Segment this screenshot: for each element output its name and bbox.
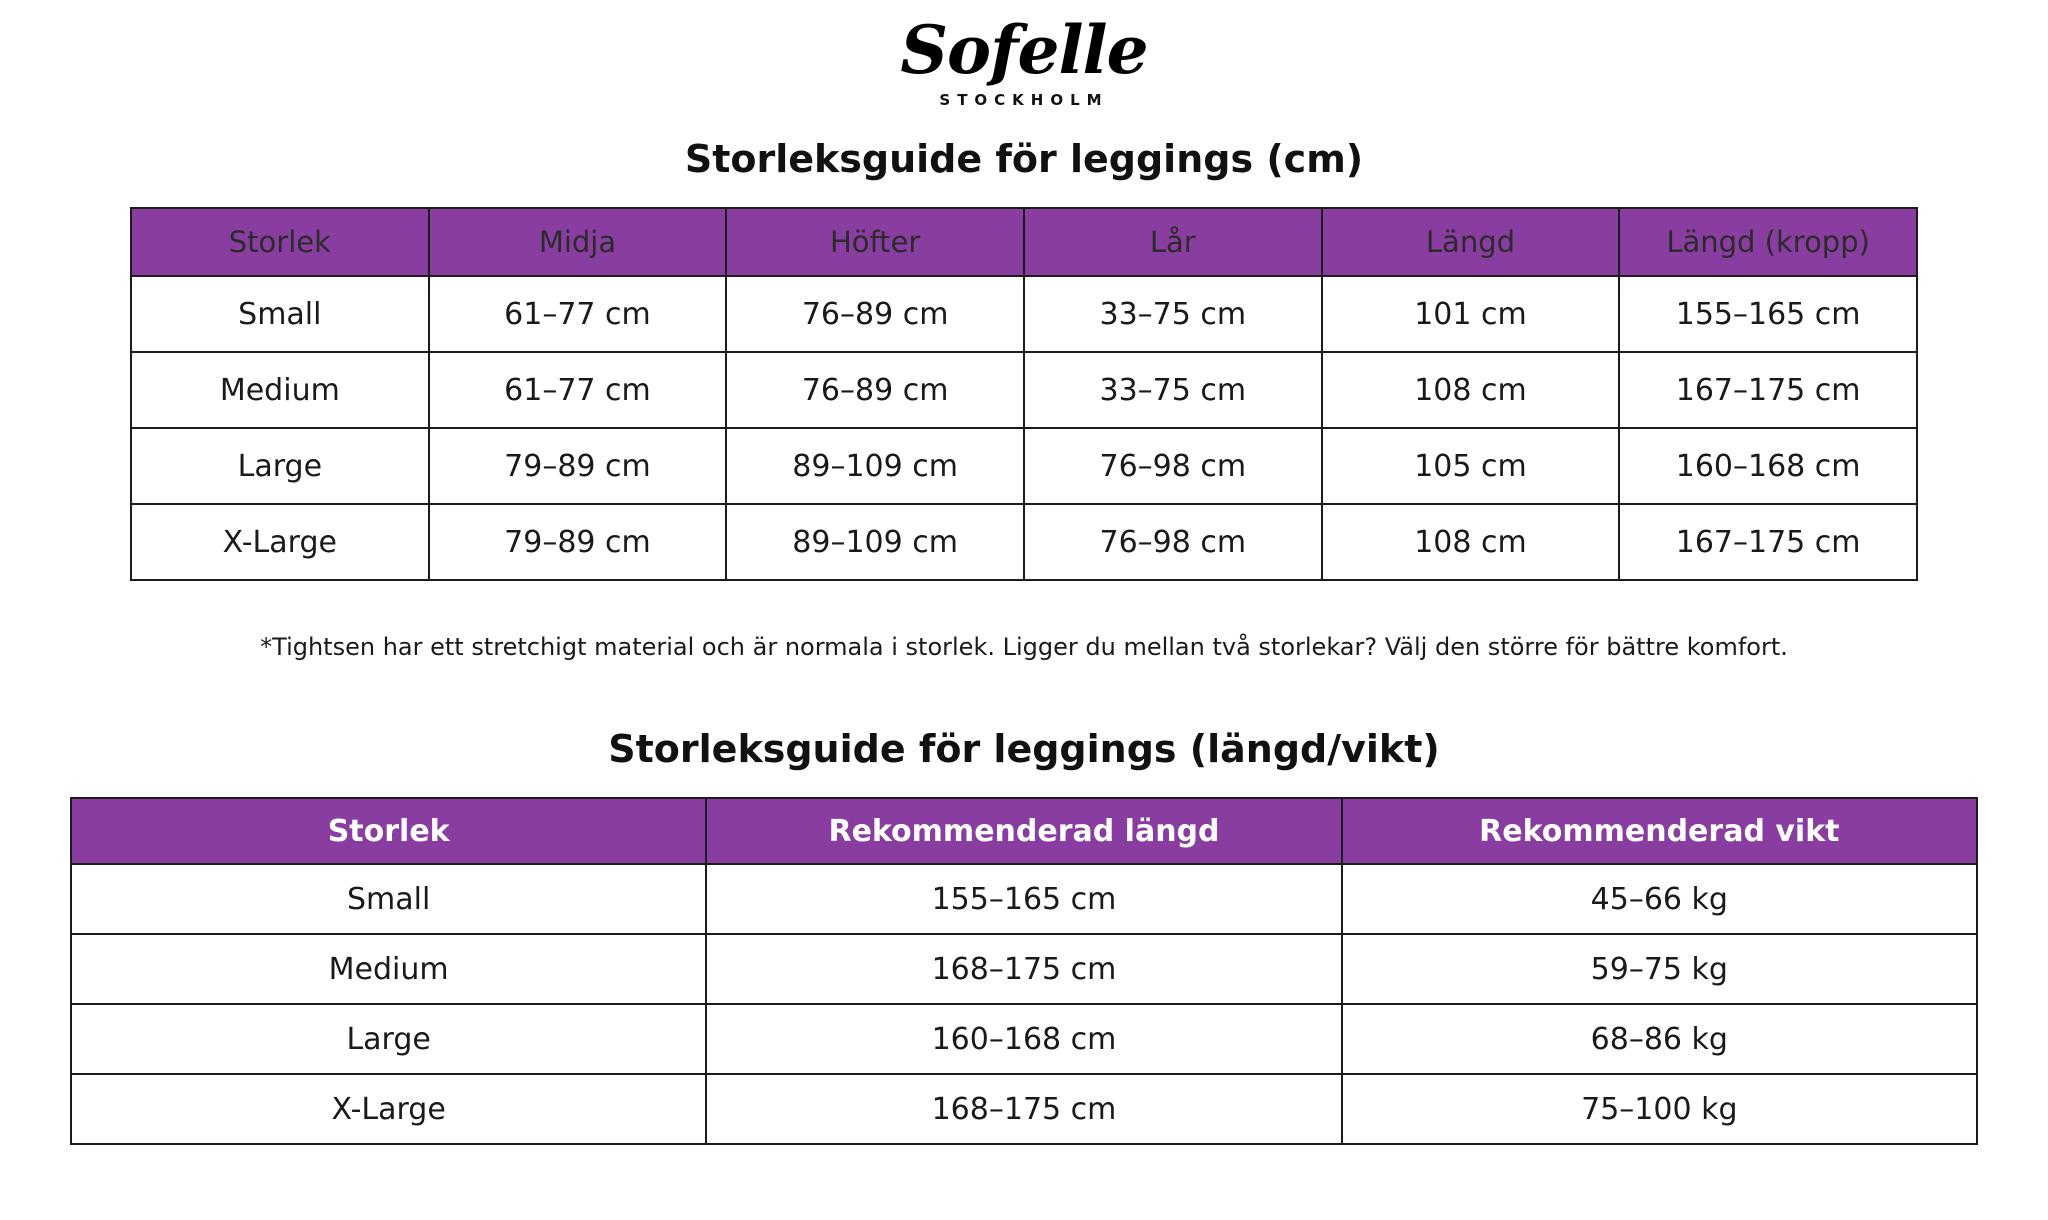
table-row (131, 352, 1917, 428)
column-header-rek-langd: Rekommenderad längd (706, 798, 1341, 864)
brand-tagline: STOCKHOLM (939, 91, 1109, 110)
cell-langd: 108 cm (1322, 504, 1620, 580)
cell-langd: 105 cm (1322, 428, 1620, 504)
cell-size: Large (71, 1004, 706, 1074)
cell-lar: 76–98 cm (1024, 428, 1322, 504)
cell-rek-vikt: 45–66 kg (1342, 864, 1977, 934)
cell-langd-kropp: 167–175 cm (1619, 352, 1917, 428)
cell-langd: 108 cm (1322, 352, 1620, 428)
brand-logo-wordmark: Sofelle (900, 11, 1148, 89)
cell-langd: 101 cm (1322, 276, 1620, 352)
cell-rek-langd: 168–175 cm (706, 934, 1341, 1004)
cell-rek-langd: 155–165 cm (706, 864, 1341, 934)
column-header-rek-vikt: Rekommenderad vikt (1342, 798, 1977, 864)
brand-header (0, 0, 2048, 109)
column-header-storlek-2: Storlek (71, 798, 706, 864)
size-table-length-weight (70, 797, 1978, 1145)
cell-size: X-Large (131, 504, 429, 580)
cell-size: Large (131, 428, 429, 504)
table-header-row (131, 208, 1917, 276)
cell-midja: 79–89 cm (429, 428, 727, 504)
cell-lar: 33–75 cm (1024, 352, 1322, 428)
cell-size: Small (71, 864, 706, 934)
column-header-storlek: Storlek (131, 208, 429, 276)
cell-midja: 61–77 cm (429, 352, 727, 428)
cell-rek-vikt: 59–75 kg (1342, 934, 1977, 1004)
cell-hofter: 89–109 cm (726, 504, 1024, 580)
cell-hofter: 76–89 cm (726, 352, 1024, 428)
cell-size: X-Large (71, 1074, 706, 1144)
table-row (131, 276, 1917, 352)
cell-rek-vikt: 68–86 kg (1342, 1004, 1977, 1074)
table-row (71, 1004, 1977, 1074)
column-header-langd: Längd (1322, 208, 1620, 276)
cell-rek-langd: 160–168 cm (706, 1004, 1341, 1074)
cell-rek-vikt: 75–100 kg (1342, 1074, 1977, 1144)
cell-midja: 79–89 cm (429, 504, 727, 580)
cell-size: Small (131, 276, 429, 352)
footnote-text: *Tightsen har ett stretchigt material och är normala i storlek. Ligger du mellan två storlekar? Välj den större för bättre komfort. (260, 633, 1788, 662)
table-row (131, 428, 1917, 504)
cell-rek-langd: 168–175 cm (706, 1074, 1341, 1144)
page-title-cm: Storleksguide för leggings (cm) (684, 137, 1364, 182)
cell-hofter: 89–109 cm (726, 428, 1024, 504)
cell-lar: 33–75 cm (1024, 276, 1322, 352)
cell-langd-kropp: 167–175 cm (1619, 504, 1917, 580)
column-header-midja: Midja (429, 208, 727, 276)
cell-hofter: 76–89 cm (726, 276, 1024, 352)
cell-lar: 76–98 cm (1024, 504, 1322, 580)
size-table-cm (130, 207, 1918, 581)
cell-size: Medium (71, 934, 706, 1004)
cell-size: Medium (131, 352, 429, 428)
cell-langd-kropp: 160–168 cm (1619, 428, 1917, 504)
page-title-length-weight: Storleksguide för leggings (längd/vikt) (608, 727, 1440, 772)
table-row (131, 504, 1917, 580)
table-row (71, 1074, 1977, 1144)
column-header-lar: Lår (1024, 208, 1322, 276)
cell-midja: 61–77 cm (429, 276, 727, 352)
column-header-hofter: Höfter (726, 208, 1024, 276)
table-header-row (71, 798, 1977, 864)
table-row (71, 864, 1977, 934)
size-table-length-weight-wrapper (0, 797, 2048, 1145)
table-row (71, 934, 1977, 1004)
size-table-cm-wrapper (0, 207, 2048, 581)
cell-langd-kropp: 155–165 cm (1619, 276, 1917, 352)
column-header-langd-kropp: Längd (kropp) (1619, 208, 1917, 276)
